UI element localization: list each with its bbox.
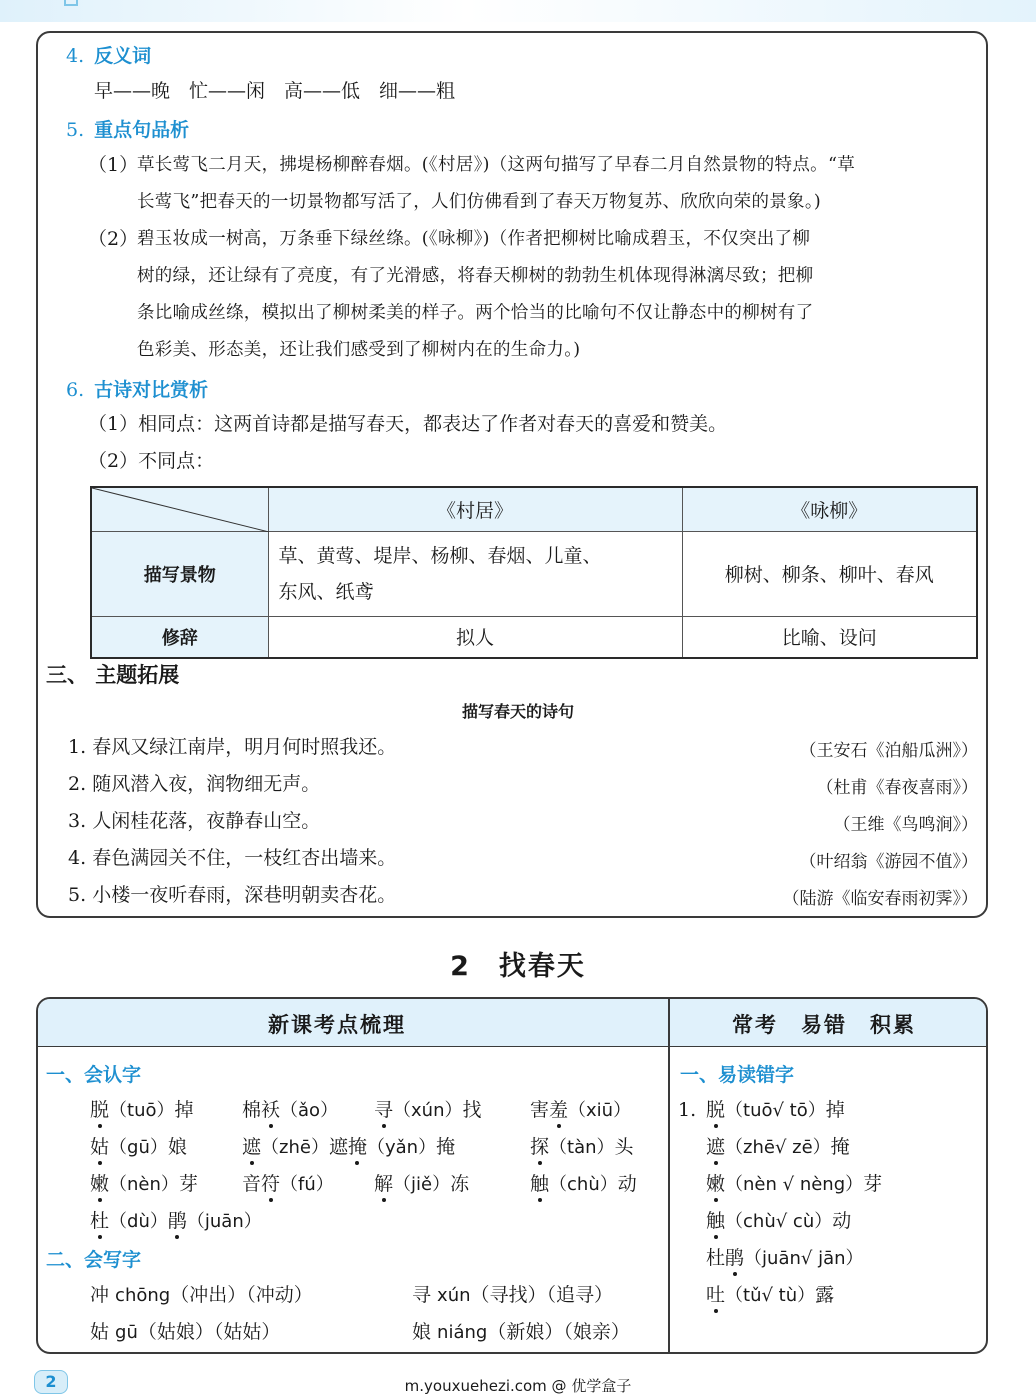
dotted-char: 嫩 xyxy=(90,1173,110,1195)
sentence2-line3: 条比喻成丝绦，模拟出了柳树柔美的样子。两个恰当的比喻句不仅让静态中的柳树有了 xyxy=(137,303,814,323)
section4-title: 反义词 xyxy=(94,45,152,67)
poem-number: 1. xyxy=(68,736,87,758)
read-item: 杜（dù）鹃（juān） xyxy=(90,1210,262,1232)
sentence2-line4: 色彩美、形态美，还让我们感受到了柳树内在的生命力。) xyxy=(137,340,581,360)
sentence2-label: （2） xyxy=(88,228,139,250)
table-header-row xyxy=(91,487,977,531)
sentence2-line1: 碧玉妆成一树高，万条垂下绿丝绦。(《咏柳》)（作者把柳树比喻成碧玉，不仅突出了柳 xyxy=(137,229,811,249)
difference-line: （2）不同点： xyxy=(88,450,215,472)
lesson-name: 找春天 xyxy=(498,951,586,982)
dotted-char: 掩 xyxy=(347,1136,367,1158)
table-row xyxy=(91,616,977,658)
cunju-scenery-line1: 草、黄莺、堤岸、杨柳、春烟、儿童、 xyxy=(278,544,602,567)
similarity-line: （1）相同点：这两首诗都是描写春天，都表达了作者对春天的喜爱和赞美。 xyxy=(88,413,728,435)
theme-section-title: 三、 主题拓展 xyxy=(46,663,180,687)
wrong-read-item: 杜鹃（juān√ jān） xyxy=(706,1247,864,1269)
lesson-box-divider xyxy=(668,999,670,1352)
read-item: 棉袄（ǎo） xyxy=(242,1099,339,1121)
poem-number: 5. xyxy=(68,884,87,906)
write-chars-title: 二、会写字 xyxy=(46,1249,142,1271)
read-chars-title: 一、会认字 xyxy=(46,1064,142,1086)
dotted-char: 探 xyxy=(530,1136,550,1158)
poem-text: 人闲桂花落，夜静春山空。 xyxy=(92,810,321,832)
wrong-read-item: 触（chù√ cù）动 xyxy=(706,1210,852,1232)
right-header: 常考 易错 积累 xyxy=(732,1013,916,1037)
section6-title: 古诗对比赏析 xyxy=(94,379,209,401)
sentence2-line2: 树的绿，还让绿有了亮度，有了光滑感，将春天柳树的勃勃生机体现得淋漓尽致；把柳 xyxy=(137,266,814,286)
dotted-char: 姑 xyxy=(90,1136,110,1158)
top-decoration-band xyxy=(0,0,1036,22)
poem-source-1: （王安石《泊船瓜洲》） xyxy=(799,741,978,761)
section6-number: 6. xyxy=(66,379,85,401)
table-col-yongliu: 《咏柳》 xyxy=(682,487,977,531)
section4-number: 4. xyxy=(66,45,85,67)
left-header: 新课考点梳理 xyxy=(268,1013,406,1037)
wrong-read-item: 遮（zhē√ zē）掩 xyxy=(706,1136,850,1158)
sentence1-line2: 长莺飞”把春天的一切景物都写活了，人们仿佛看到了春天万物复苏、欣欣向荣的景象。) xyxy=(137,192,822,212)
sentence1-label: （1） xyxy=(88,154,139,176)
wrong-read-item: 脱（tuō√ tō）掉 xyxy=(706,1099,845,1121)
dotted-char: 鹃 xyxy=(167,1210,187,1232)
table-cell-yongliu-scenery: 柳树、柳条、柳叶、春风 xyxy=(682,531,977,616)
section4-heading xyxy=(66,41,151,68)
lesson-number: 2 xyxy=(450,951,471,982)
table-row-head-scenery: 描写景物 xyxy=(91,531,268,616)
section6-heading xyxy=(66,375,208,402)
poem-source-4: （叶绍翁《游园不值》） xyxy=(799,852,978,872)
dotted-char: 解 xyxy=(374,1173,394,1195)
read-item: 姑（gū）娘 xyxy=(90,1136,187,1158)
poem-source-2: （杜甫《春夜喜雨》） xyxy=(816,778,978,798)
read-item: 脱（tuō）掉 xyxy=(90,1099,194,1121)
read-item: 嫩（nèn）芽 xyxy=(90,1173,198,1195)
read-item: 寻（xún）找 xyxy=(374,1099,482,1121)
section5-number: 5. xyxy=(66,119,85,141)
dotted-char: 鹃 xyxy=(725,1247,745,1269)
read-item: 触（chù）动 xyxy=(530,1173,637,1195)
poem-number: 3. xyxy=(68,810,87,832)
dotted-char: 脱 xyxy=(90,1099,110,1121)
table-cell-cunju-scenery xyxy=(268,531,682,616)
write-item: 寻 xún（寻找）（追寻） xyxy=(412,1284,614,1306)
page-number-badge: 2 xyxy=(34,1370,68,1394)
poem-line-5 xyxy=(68,883,396,907)
dotted-char: 吐 xyxy=(706,1284,726,1306)
poem-text: 小楼一夜听春雨，深巷明朝卖杏花。 xyxy=(92,884,397,906)
dotted-char: 遮 xyxy=(706,1136,726,1158)
top-corner-mark xyxy=(64,0,78,6)
dotted-char: 嫩 xyxy=(706,1173,726,1195)
poem-text: 春风又绿江南岸，明月何时照我还。 xyxy=(92,736,397,758)
poem-source-5: （陆游《临安春雨初霁》） xyxy=(782,889,978,909)
section5-title: 重点句品析 xyxy=(94,119,190,141)
wrong-read-item: 嫩（nèn √ nèng）芽 xyxy=(706,1173,883,1195)
section5-heading xyxy=(66,115,189,142)
dotted-char: 遮 xyxy=(242,1136,262,1158)
diagonal-line xyxy=(92,488,269,532)
read-item: 遮（zhē）遮掩（yǎn）掩 xyxy=(242,1136,456,1158)
poem-line-4 xyxy=(68,846,396,870)
comparison-table xyxy=(90,486,978,659)
dotted-char: 符 xyxy=(261,1173,281,1195)
read-item: 害羞（xiū） xyxy=(530,1099,632,1121)
dotted-char: 触 xyxy=(706,1210,726,1232)
table-cell-yongliu-rhetoric: 比喻、设问 xyxy=(682,616,977,658)
poem-number: 4. xyxy=(68,847,87,869)
footer-watermark: m.youxuehezi.com @ 优学盒子 xyxy=(404,1377,632,1395)
write-item: 姑 gū（姑娘）（姑姑） xyxy=(90,1321,281,1343)
dotted-char: 羞 xyxy=(549,1099,569,1121)
lesson-title xyxy=(0,944,1036,983)
read-item: 音符（fú） xyxy=(242,1173,334,1195)
read-item: 解（jiě）冻 xyxy=(374,1173,470,1195)
dotted-char: 杜 xyxy=(90,1210,110,1232)
sentence1-line1: 草长莺飞二月天，拂堤杨柳醉春烟。(《村居》)（这两句描写了早春二月自然景物的特点。“草 xyxy=(137,155,855,175)
antonym-line: 早——晚 忙——闲 高——低 细——粗 xyxy=(94,80,456,102)
read-item: 探（tàn）头 xyxy=(530,1136,634,1158)
table-col-cunju: 《村居》 xyxy=(268,487,682,531)
wrong-read-title: 一、易读错字 xyxy=(680,1064,795,1086)
poem-number: 2. xyxy=(68,773,87,795)
dotted-char: 脱 xyxy=(706,1099,726,1121)
dotted-char: 寻 xyxy=(374,1099,394,1121)
wrong-read-item: 吐（tǔ√ tù）露 xyxy=(706,1284,835,1306)
poem-text: 春色满园关不住，一枝红杏出墙来。 xyxy=(92,847,397,869)
write-item: 冲 chōng（冲出）（冲动） xyxy=(90,1284,313,1306)
dotted-char: 触 xyxy=(530,1173,550,1195)
poem-line-3 xyxy=(68,809,320,833)
table-row xyxy=(91,531,977,616)
poem-source-3: （王维《鸟鸣涧》） xyxy=(833,815,978,835)
poem-line-2 xyxy=(68,772,320,796)
write-item: 娘 niáng（新娘）（娘亲） xyxy=(412,1321,630,1343)
cunju-scenery-line2: 东风、纸鸢 xyxy=(278,580,374,603)
dotted-char: 袄 xyxy=(261,1099,281,1121)
wrong-read-number: 1. xyxy=(678,1099,697,1121)
lesson-box xyxy=(36,997,988,1354)
table-row-head-rhetoric: 修辞 xyxy=(91,616,268,658)
poem-text: 随风潜入夜，润物细无声。 xyxy=(92,773,321,795)
poem-line-1 xyxy=(68,735,396,759)
table-corner-cell xyxy=(91,487,268,531)
table-cell-cunju-rhetoric: 拟人 xyxy=(268,616,682,658)
poem-list-title: 描写春天的诗句 xyxy=(461,702,574,721)
